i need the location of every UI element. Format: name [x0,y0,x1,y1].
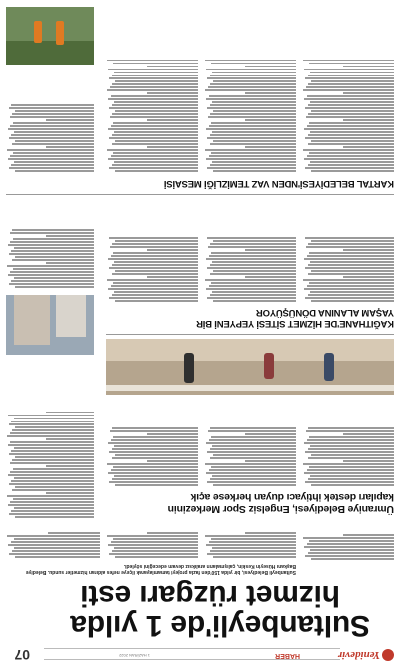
kartal-headline: KARTAL BELEDİYESİ'NDEN VAZ TEMİZLİĞİ MESAİSİ [164,178,394,189]
logo-text: Yenidevir [337,649,380,661]
main-headline-line2: hizmet rüzgarı esti [80,579,340,612]
umraniye-headline-line1: Ümraniye Belediyesi, Engelsiz Spor Merkezinin [167,503,394,515]
main-deck: Sultanbeyli Belediyesi, bir yılda 150'den fazla projeyi tamamlayarak ilçeye nefes aldıran hizmetler sundu. Belediye Başkanı Hüseyin Keskin, çalışmaların aralıksız devam edeceğini söyledi. [25,563,296,575]
kagithane-headline-line2: YAŞAM ALANINA DÖNÜŞÜYOR [256,307,394,318]
page-number: 07 [14,647,30,663]
main-headline-line1: Sultanbeyli'de 1 yılda [70,609,370,642]
umraniye-headline-line2: kapıları destek ihtiyacı duyan herkese açık [190,491,394,503]
kagithane-headline-line1: KAĞITHANE'DE HİZMET SİTESİ YEPYENİ BİR [196,318,394,329]
section-label: HABER [275,652,300,659]
issue-date: 1 HAZİRAN 2022 [119,653,150,658]
